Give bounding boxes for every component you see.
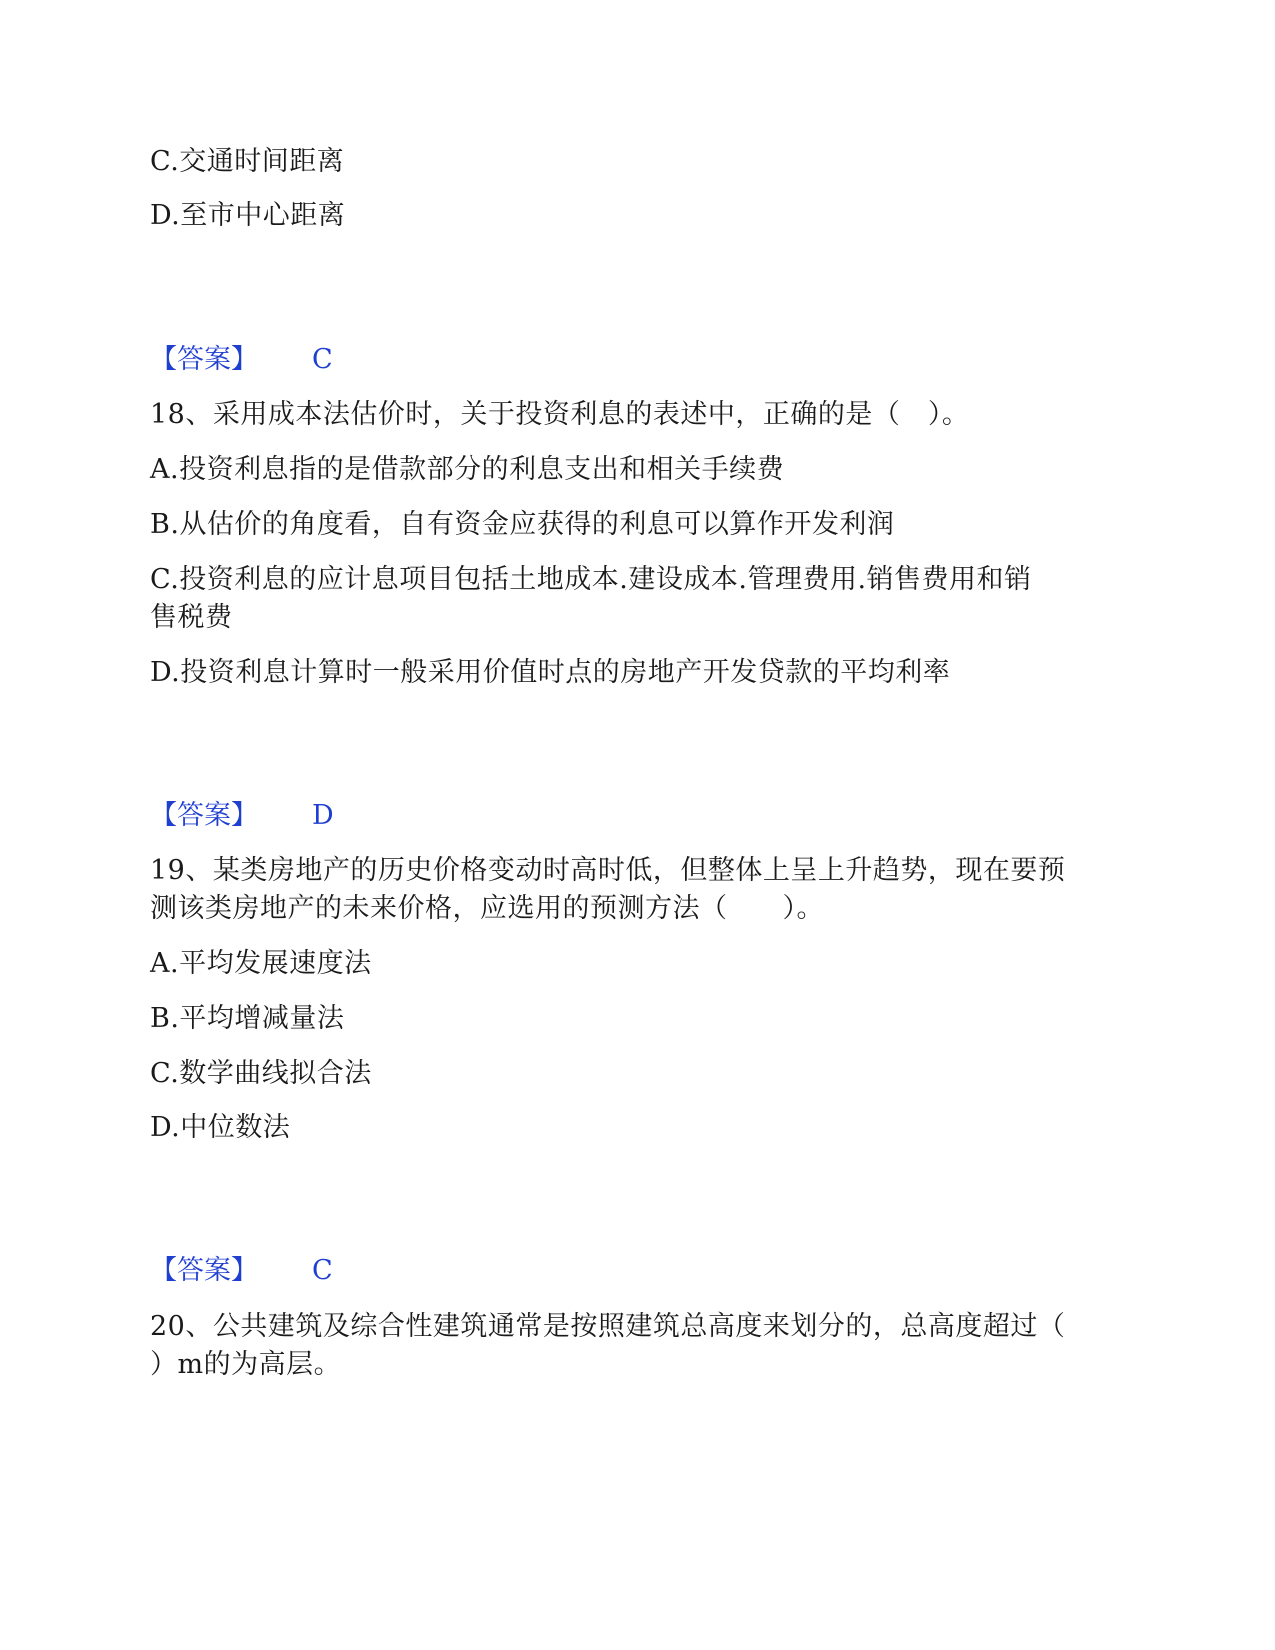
q17-answer [150,341,333,379]
q18-option-b: B.从估价的角度看，自有资金应获得的利息可以算作开发利润 [150,509,895,540]
q17-option-c: C.交通时间距离 [150,146,345,177]
answer-tag: 【答案】 [150,1255,258,1286]
q18-option-c-line1: C.投资利息的应计息项目包括土地成本.建设成本.管理费用.销售费用和销 [150,564,1032,595]
q18-stem: 18、采用成本法估价时，关于投资利息的表述中，正确的是（ ）。 [150,399,970,430]
answer-tag: 【答案】 [150,800,258,831]
answer-value: C [312,1255,333,1286]
q19-option-c: C.数学曲线拟合法 [150,1058,372,1089]
q18-option-a: A.投资利息指的是借款部分的利息支出和相关手续费 [150,454,785,485]
answer-value: D [312,800,334,831]
q19-stem-line2: 测该类房地产的未来价格，应选用的预测方法（ ）。 [150,893,824,924]
answer-value: C [312,344,333,375]
q18-answer [150,797,334,835]
q19-option-b: B.平均增减量法 [150,1003,345,1034]
q19-answer [150,1252,333,1290]
q18-option-d: D.投资利息计算时一般采用价值时点的房地产开发贷款的平均利率 [150,657,951,688]
q18-option-c-line2: 售税费 [150,602,233,633]
q20-stem-line2: ）m的为高层。 [150,1349,342,1380]
q19-option-d: D.中位数法 [150,1112,291,1143]
answer-tag: 【答案】 [150,344,258,375]
q19-stem-line1: 19、某类房地产的历史价格变动时高时低，但整体上呈上升趋势，现在要预 [150,855,1066,886]
q19-option-a: A.平均发展速度法 [150,948,372,979]
q20-stem-line1: 20、公共建筑及综合性建筑通常是按照建筑总高度来划分的，总高度超过（ [150,1311,1066,1342]
q17-option-d: D.至市中心距离 [150,200,346,231]
